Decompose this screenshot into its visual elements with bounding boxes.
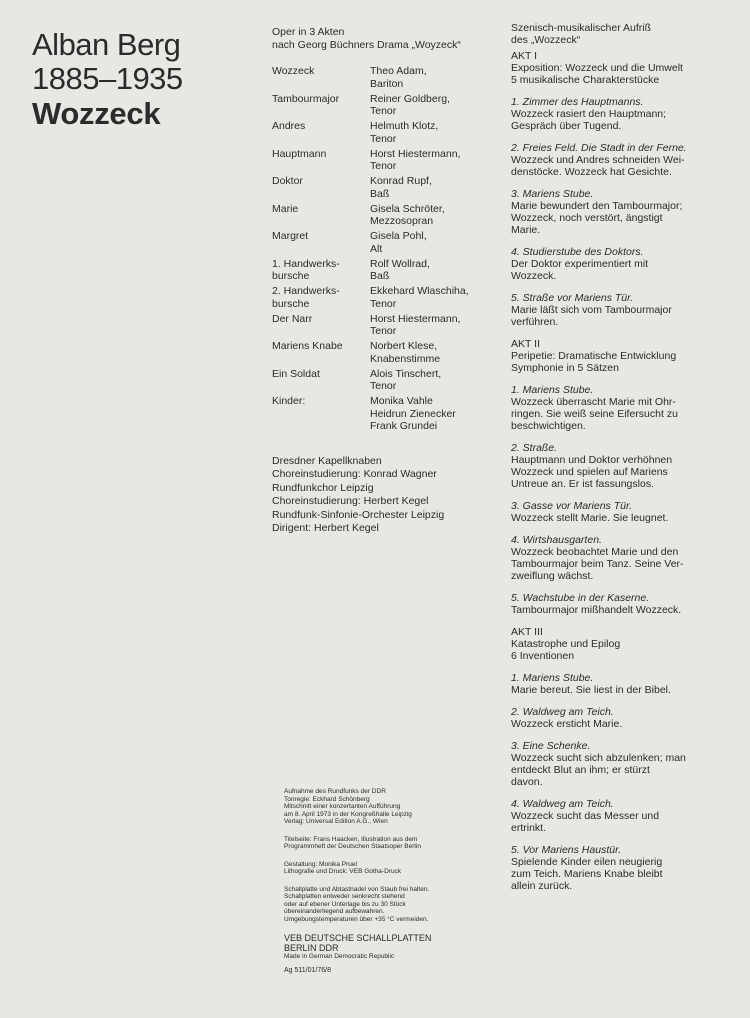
scene-title: 2. Freies Feld. Die Stadt in der Ferne. — [511, 142, 687, 154]
singer-line: Tenor — [370, 132, 397, 145]
singer-line: Heidrun Zienecker — [370, 407, 456, 420]
role-name — [272, 313, 370, 338]
role-name — [272, 203, 370, 228]
credit-line: Verlag: Universal Edition A.G., Wien — [284, 818, 388, 825]
act-section — [511, 50, 747, 328]
scene-title: 1. Zimmer des Hauptmanns. — [511, 96, 644, 108]
role-name — [272, 285, 370, 310]
scene-text: Wozzeck und Andres schneiden Wei- — [511, 154, 685, 166]
role-name — [272, 93, 370, 118]
choir-line: Rundfunk-Sinfonie-Orchester Leipzig — [272, 508, 445, 521]
role-name-line: Wozzeck — [272, 65, 315, 77]
act-heading-line: AKT III — [511, 626, 543, 638]
made-in: Made in German Democratic Republic — [284, 953, 395, 960]
catalog-number: Ag 511/01/76/8 — [284, 967, 331, 974]
credit-line: Schallplatte und Abtastnadel von Staub frei halten. — [284, 885, 430, 893]
role-name — [272, 175, 370, 200]
credit-line: übereinanderliegend aufbewahren. — [284, 908, 385, 915]
cast-row — [272, 285, 507, 310]
role-name — [272, 148, 370, 173]
singer-line: Horst Hiestermann, — [370, 312, 461, 325]
opera-intro — [272, 26, 507, 51]
scene-text: Untreue an. Er ist fassungslos. — [511, 478, 654, 490]
cast-row — [272, 395, 507, 433]
credit-line: am 8. April 1973 in der Kongreßhalle Leipzig — [284, 810, 412, 818]
scene-text: Wozzeck sucht das Messer und — [511, 810, 660, 822]
singer-line: Theo Adam, — [370, 65, 427, 77]
singer-line: Gisela Pohl, — [370, 230, 427, 242]
scene — [511, 384, 747, 432]
scene — [511, 442, 747, 490]
scene-title: 3. Mariens Stube. — [511, 188, 594, 200]
credit-line: Programmheft der Deutschen Staatsoper Berlin — [284, 843, 421, 850]
synopsis-title-line: des „Wozzeck“ — [511, 34, 581, 46]
scene-text: ertrinkt. — [511, 822, 547, 834]
credit-line: Aufnahme des Rundfunks der DDR — [284, 788, 386, 795]
cast-row — [272, 230, 507, 255]
composer-name: Alban Berg — [32, 27, 181, 62]
singer-name — [370, 340, 507, 365]
scene-title: 2. Straße. — [511, 442, 558, 454]
role-name-line: Tambourmajor — [272, 92, 340, 105]
scene-title: 2. Waldweg am Teich. — [511, 706, 614, 718]
scene-text: Wozzeck. — [511, 270, 557, 282]
singer-name — [370, 65, 507, 90]
scene-text: Spielende Kinder eilen neugierig — [511, 856, 663, 868]
credit-line: oder auf ebener Unterlage bis zu 30 Stück — [284, 900, 406, 908]
act-heading — [511, 338, 747, 374]
role-name-line: Kinder: — [272, 395, 306, 407]
cast-row — [272, 203, 507, 228]
singer-line: Ekkehard Wlaschiha, — [370, 285, 469, 297]
scene-text: Marie. — [511, 224, 541, 236]
cast-row — [272, 258, 507, 283]
act-heading — [511, 626, 747, 662]
singer-line: Tenor — [370, 105, 397, 117]
scene-text: Wozzeck sucht sich abzulenken; man — [511, 752, 686, 764]
choir-line: Rundfunkchor Leipzig — [272, 481, 374, 494]
scene-text: Wozzeck stellt Marie. Sie leugnet. — [511, 512, 669, 524]
scene — [511, 672, 747, 696]
act-heading-line: Katastrophe und Epilog — [511, 638, 621, 650]
work-title: Wozzeck — [32, 96, 161, 131]
singer-name — [370, 368, 507, 393]
singer-line: Tenor — [370, 380, 397, 392]
role-name — [272, 120, 370, 145]
scene — [511, 188, 747, 236]
credit-line: Umgebungstemperaturen über +35 °C vermeiden. — [284, 915, 429, 923]
singer-line: Alt — [370, 242, 383, 255]
scene-title: 5. Vor Mariens Haustür. — [511, 844, 622, 856]
scene-text: Tambourmajor mißhandelt Wozzeck. — [511, 604, 682, 616]
role-name-line: Mariens Knabe — [272, 340, 343, 352]
scene-text: Marie läßt sich vom Tambourmajor — [511, 304, 672, 316]
scene-text: Der Doktor experimentiert mit — [511, 258, 649, 270]
act-heading-line: AKT II — [511, 338, 540, 350]
singer-name — [370, 258, 507, 283]
singer-line: Knabenstimme — [370, 352, 441, 365]
singer-line: Alois Tinschert, — [370, 367, 442, 380]
scene-title: 1. Mariens Stube. — [511, 672, 594, 684]
scene-text: Wozzeck, noch verstört, ängstigt — [511, 212, 663, 224]
credit-line: Lithografie und Druck: VEB Gotha-Druck — [284, 868, 402, 875]
label-line: BERLIN DDR — [284, 943, 339, 953]
label-line: VEB DEUTSCHE SCHALLPLATTEN — [284, 933, 432, 943]
scene — [511, 740, 747, 788]
cast-column — [272, 26, 507, 536]
singer-line: Baß — [370, 270, 390, 282]
cast-row — [272, 93, 507, 118]
singer-line: Baß — [370, 187, 390, 200]
scene — [511, 292, 747, 328]
intro-line: nach Georg Büchners Drama „Woyzeck“ — [272, 38, 461, 51]
scene-text: Hauptmann und Doktor verhöhnen — [511, 454, 673, 466]
role-name-line: bursche — [272, 297, 310, 310]
singer-line: Konrad Rupf, — [370, 175, 432, 187]
header — [32, 28, 183, 132]
scene-text: davon. — [511, 776, 543, 788]
singer-name — [370, 285, 507, 310]
singer-line: Helmuth Klotz, — [370, 120, 439, 132]
singer-name — [370, 93, 507, 118]
singer-line: Bariton — [370, 77, 404, 90]
singer-line: Tenor — [370, 297, 397, 310]
scene-text: Wozzeck rasiert den Hauptmann; — [511, 108, 667, 120]
singer-line: Gisela Schröter, — [370, 202, 445, 215]
credit-blocks — [284, 788, 504, 923]
scene — [511, 142, 747, 178]
singer-line: Rolf Wollrad, — [370, 257, 430, 270]
role-name-line: Ein Soldat — [272, 367, 320, 380]
role-name-line: bursche — [272, 270, 310, 282]
singer-line: Mezzosopran — [370, 215, 434, 227]
synopsis-column — [511, 22, 747, 902]
scene-text: zweiflung wächst. — [511, 570, 594, 582]
singer-line: Tenor — [370, 325, 397, 337]
role-name-line: Hauptmann — [272, 147, 327, 160]
credit-line: Gestaltung: Monika Pruel — [284, 860, 357, 868]
singer-line: Frank Grundei — [370, 420, 438, 432]
label-block — [284, 933, 504, 961]
credit-block — [284, 861, 504, 876]
scene-text: Wozzeck überrascht Marie mit Ohr- — [511, 396, 676, 408]
cast-row — [272, 175, 507, 200]
role-name — [272, 258, 370, 283]
act-heading — [511, 50, 747, 86]
credit-line: Schallplatten entweder senkrecht stehend — [284, 893, 405, 900]
cast-row — [272, 65, 507, 90]
choir-line: Choreinstudierung: Konrad Wagner — [272, 468, 437, 480]
singer-line: Monika Vahle — [370, 395, 433, 407]
production-credits — [284, 788, 504, 975]
singer-name — [370, 395, 507, 433]
act-heading-line: Peripetie: Dramatische Entwicklung — [511, 350, 677, 362]
role-name-line: 2. Handwerks- — [272, 285, 340, 297]
scene-text: entdeckt Blut an ihm; er stürzt — [511, 764, 650, 776]
act-heading-line: Exposition: Wozzeck und die Umwelt — [511, 62, 683, 74]
singer-name — [370, 203, 507, 228]
scene-text: Wozzeck und spielen auf Mariens — [511, 466, 668, 478]
cast-row — [272, 120, 507, 145]
scene-text: ringen. Sie weiß seine Eifersucht zu — [511, 408, 678, 420]
scene-title: 4. Studierstube des Doktors. — [511, 246, 644, 258]
credit-line: Mitschnitt einer konzertanten Aufführung — [284, 803, 401, 810]
scene — [511, 246, 747, 282]
singer-name — [370, 120, 507, 145]
singer-name — [370, 148, 507, 173]
act-heading-line: AKT I — [511, 50, 538, 62]
role-name — [272, 395, 370, 433]
scene-text: zum Teich. Mariens Knabe bleibt — [511, 868, 663, 880]
scene — [511, 534, 747, 582]
scene-text: Wozzeck ersticht Marie. — [511, 718, 623, 730]
scene-title: 5. Straße vor Mariens Tür. — [511, 292, 634, 304]
synopsis-title-line: Szenisch-musikalischer Aufriß — [511, 22, 652, 34]
singer-name — [370, 230, 507, 255]
role-name-line: Doktor — [272, 175, 303, 187]
composer-dates: 1885–1935 — [32, 61, 183, 96]
cast-row — [272, 340, 507, 365]
act-heading-line: Symphonie in 5 Sätzen — [511, 362, 619, 374]
scene-text: verführen. — [511, 316, 559, 328]
singer-line: Reiner Goldberg, — [370, 92, 450, 105]
scene-title: 5. Wachstube in der Kaserne. — [511, 592, 650, 604]
synopsis-title — [511, 22, 747, 46]
singer-name — [370, 175, 507, 200]
cast-row — [272, 368, 507, 393]
role-name-line: Andres — [272, 120, 306, 132]
scene-text: beschwichtigen. — [511, 420, 586, 432]
intro-line: Oper in 3 Akten — [272, 26, 345, 38]
singer-line: Horst Hiestermann, — [370, 147, 461, 160]
role-name-line: Marie — [272, 202, 299, 215]
scene-title: 4. Wirtshausgarten. — [511, 534, 602, 546]
role-name — [272, 340, 370, 365]
act-section — [511, 338, 747, 616]
scene — [511, 798, 747, 834]
credit-line: Tonregie: Eckhard Schönberg — [284, 795, 370, 803]
scene — [511, 96, 747, 132]
scene-text: Wozzeck beobachtet Marie und den — [511, 546, 679, 558]
cast-row — [272, 313, 507, 338]
role-name-line: Margret — [272, 230, 309, 242]
choir-orchestra-credits — [272, 455, 507, 536]
role-name — [272, 368, 370, 393]
scene — [511, 592, 747, 616]
scene-title: 4. Waldweg am Teich. — [511, 798, 614, 810]
role-name-line: 1. Handwerks- — [272, 257, 340, 270]
scene-text: Marie bereut. Sie liest in der Bibel. — [511, 684, 671, 696]
scene — [511, 844, 747, 892]
cast-row — [272, 148, 507, 173]
scene-title: 1. Mariens Stube. — [511, 384, 594, 396]
choir-line: Dirigent: Herbert Kegel — [272, 522, 379, 534]
scene-title: 3. Eine Schenke. — [511, 740, 591, 752]
act-section — [511, 626, 747, 892]
acts — [511, 50, 747, 892]
singer-line: Tenor — [370, 160, 397, 172]
scene-title: 3. Gasse vor Mariens Tür. — [511, 500, 632, 512]
scene — [511, 500, 747, 524]
singer-name — [370, 313, 507, 338]
scene-text: Tambourmajor beim Tanz. Seine Ver- — [511, 558, 684, 570]
scene-text: denstöcke. Wozzeck hat Gesichte. — [511, 166, 672, 178]
scene-text: allein zurück. — [511, 880, 573, 892]
role-name — [272, 230, 370, 255]
act-heading-line: 6 Inventionen — [511, 650, 575, 662]
singer-line: Norbert Klese, — [370, 340, 438, 352]
role-name — [272, 65, 370, 90]
scene-text: Marie bewundert den Tambourmajor; — [511, 200, 683, 212]
scene-text: Gespräch über Tugend. — [511, 120, 622, 132]
credit-line: Titelseite: Frans Haacken, Illustration aus dem — [284, 835, 418, 843]
cast-list — [272, 65, 507, 433]
role-name-line: Der Narr — [272, 312, 313, 325]
credit-block — [284, 886, 504, 924]
choir-line: Choreinstudierung: Herbert Kegel — [272, 495, 429, 507]
credit-block — [284, 788, 504, 826]
choir-line: Dresdner Kapellknaben — [272, 454, 382, 467]
credit-block — [284, 836, 504, 851]
act-heading-line: 5 musikalische Charakterstücke — [511, 74, 660, 86]
scene — [511, 706, 747, 730]
